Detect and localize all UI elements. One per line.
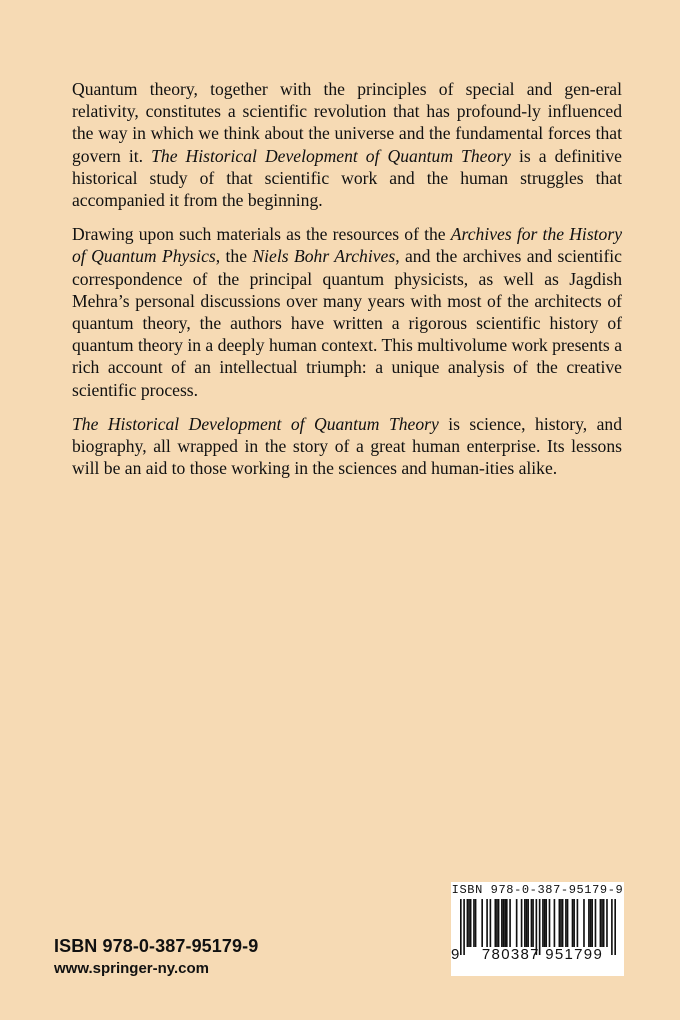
barcode-bar (588, 899, 590, 947)
barcode-bar (468, 899, 470, 947)
text-run: is science, history, and biography, all wrapped in the story of a great human enterprise. Its lessons will be an aid to those working in the sciences and human-ities alike. (72, 413, 622, 479)
barcode-bar (603, 899, 605, 947)
blurb-paragraph-3 (72, 413, 622, 480)
barcode-bar (583, 899, 585, 947)
italic-title: Archives for the History of Quantum Physics (72, 224, 623, 267)
barcode-bar (494, 899, 496, 947)
barcode-bar (545, 899, 547, 947)
barcode-bar (524, 899, 526, 947)
text-run: , the (215, 246, 253, 267)
barcode-bar (509, 899, 511, 947)
italic-title: The Historical Development of Quantum Theory (151, 145, 511, 166)
publisher-url: www.springer-ny.com (54, 960, 210, 977)
barcode-bar (573, 899, 575, 947)
barcode-bar (544, 899, 546, 947)
barcode-bar (532, 899, 534, 947)
barcode-bar (506, 899, 508, 947)
barcode-bar (562, 899, 564, 947)
text-run: Drawing upon such materials as the resources of the (72, 224, 451, 245)
barcode-bar (496, 899, 498, 947)
barcode-bar (560, 899, 562, 947)
barcode-bar (473, 899, 475, 947)
barcode-bar (590, 899, 592, 947)
italic-title: The Historical Development of Quantum Theory (72, 413, 439, 434)
text-run: is a definitive historical study of that scientific work and the human struggles that accompanied it from the beginning. (72, 145, 622, 211)
barcode-bar (549, 899, 551, 947)
barcode-bar (606, 899, 608, 947)
barcode-bar (516, 899, 518, 947)
barcode-bar (577, 899, 579, 947)
barcode-bar (542, 899, 544, 947)
barcode-isbn-text: ISBN 978-0-387-95179-9 (451, 883, 624, 897)
barcode-bar (554, 899, 556, 947)
barcode-bar (501, 899, 503, 947)
text-run: Quantum theory, together with the principles of special and gen-eral relativity, constitutes a scientific revolution that has profound-ly influenced the way in which we think about the universe and the fundamental forces that govern it. (72, 79, 622, 166)
barcode-digits: 780387 951799 (481, 946, 604, 963)
barcode-bar (490, 899, 492, 947)
barcode-bar (559, 899, 561, 947)
barcode-bar (601, 899, 603, 947)
isbn-label: ISBN 978-0-387-95179-9 (54, 936, 259, 956)
barcode-lead-digit: 9 (451, 946, 460, 963)
barcode-panel (451, 882, 624, 976)
blurb-paragraph-1 (72, 78, 622, 211)
barcode-bar (467, 899, 469, 947)
barcode-bar (460, 899, 462, 955)
barcode-bar (521, 899, 523, 947)
blurb-paragraph-2 (72, 223, 622, 401)
text-run: , and the archives and scientific correspondence of the principal quantum physicists, as well as Jagdish Mehra’s personal discussions over many years with most of the architects of quantum theory, the authors have written a rigorous scientific history of quantum theory in a deeply human context. This multivolume work presents a rich account of an intellectual triumph: a unique analysis of the creative scientific process. (72, 246, 622, 400)
barcode-bar (503, 899, 505, 947)
barcode-bar (527, 899, 529, 947)
barcode-bar (481, 899, 483, 947)
barcode-bar (595, 899, 597, 947)
barcode-bar (591, 899, 593, 947)
barcode-bar (600, 899, 602, 947)
publisher-info (54, 935, 258, 981)
barcode-bar (504, 899, 506, 947)
barcode-bar (526, 899, 528, 947)
barcode-bar (567, 899, 569, 947)
italic-title: Niels Bohr Archives (252, 246, 396, 267)
barcode-bar (475, 899, 477, 947)
barcode-bar (565, 899, 567, 947)
blurb-text (72, 78, 622, 491)
barcode-bar (531, 899, 533, 947)
barcode-bar (498, 899, 500, 947)
barcode-bar (572, 899, 574, 947)
barcode-bar (486, 899, 488, 947)
barcode-bar (470, 899, 472, 947)
